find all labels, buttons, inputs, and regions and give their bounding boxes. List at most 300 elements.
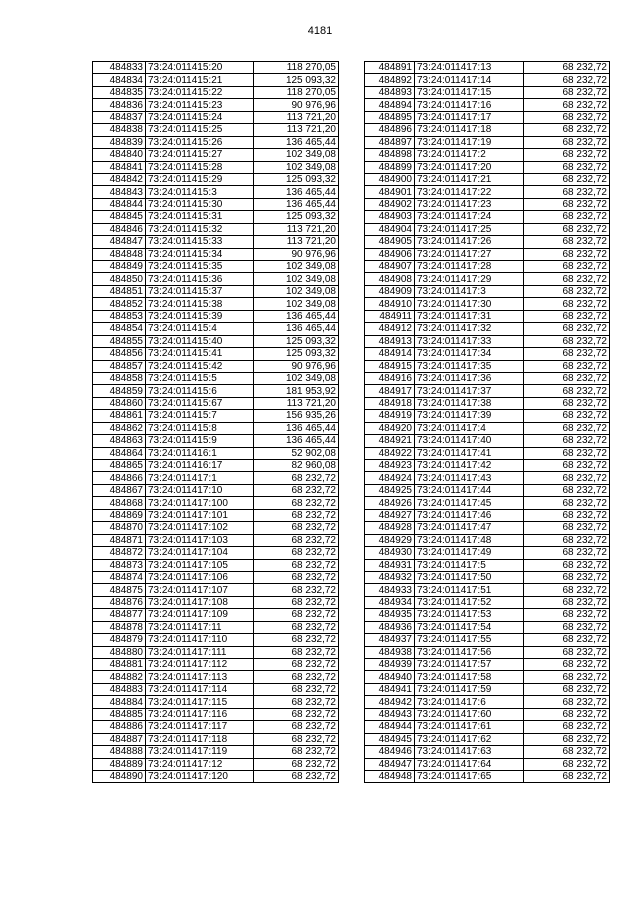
table-row: [93, 746, 339, 758]
record-number-cell: 484837: [93, 111, 146, 123]
record-number-cell: 484905: [365, 236, 415, 248]
cadastral-number-cell: 73:24:011417:56: [415, 646, 524, 658]
record-number-cell: 484878: [93, 621, 146, 633]
record-number-cell: 484921: [365, 435, 415, 447]
cadastral-number-cell: 73:24:011417:12: [146, 758, 254, 770]
cadastral-number-cell: 73:24:011417:23: [415, 198, 524, 210]
cadastral-value-cell: 102 349,08: [254, 273, 339, 285]
record-number-cell: 484857: [93, 360, 146, 372]
table-row: [93, 559, 339, 571]
cadastral-number-cell: 73:24:011415:29: [146, 173, 254, 185]
table-row: [365, 497, 610, 509]
record-number-cell: 484850: [93, 273, 146, 285]
cadastral-value-cell: 68 232,72: [524, 335, 610, 347]
cadastral-value-cell: 68 232,72: [524, 136, 610, 148]
table-row: [93, 236, 339, 248]
table-row: [93, 372, 339, 384]
cadastral-number-cell: 73:24:011415:36: [146, 273, 254, 285]
cadastral-value-cell: 68 232,72: [524, 62, 610, 74]
cadastral-value-cell: 125 093,32: [254, 335, 339, 347]
cadastral-value-cell: 68 232,72: [254, 696, 339, 708]
table-row: [365, 285, 610, 297]
record-number-cell: 484943: [365, 708, 415, 720]
cadastral-value-cell: 82 960,08: [254, 460, 339, 472]
cadastral-value-cell: 68 232,72: [254, 596, 339, 608]
table-row: [93, 435, 339, 447]
record-number-cell: 484914: [365, 348, 415, 360]
record-number-cell: 484859: [93, 385, 146, 397]
record-number-cell: 484893: [365, 86, 415, 98]
table-row: [365, 223, 610, 235]
table-row: [365, 609, 610, 621]
table-row: [365, 248, 610, 260]
record-number-cell: 484906: [365, 248, 415, 260]
cadastral-value-cell: 68 232,72: [524, 273, 610, 285]
cadastral-number-cell: 73:24:011417:62: [415, 733, 524, 745]
cadastral-value-cell: 136 465,44: [254, 186, 339, 198]
cadastral-number-cell: 73:24:011415:30: [146, 198, 254, 210]
cadastral-value-cell: 136 465,44: [254, 136, 339, 148]
record-number-cell: 484865: [93, 460, 146, 472]
cadastral-value-cell: 68 232,72: [524, 285, 610, 297]
table-row: [365, 671, 610, 683]
table-row: [93, 149, 339, 161]
table-row: [93, 733, 339, 745]
table-row: [365, 659, 610, 671]
record-number-cell: 484933: [365, 584, 415, 596]
cadastral-value-cell: 68 232,72: [254, 571, 339, 583]
cadastral-number-cell: 73:24:011415:3: [146, 186, 254, 198]
cadastral-number-cell: 73:24:011415:38: [146, 298, 254, 310]
table-row: [365, 397, 610, 409]
cadastral-value-cell: 68 232,72: [524, 696, 610, 708]
cadastral-number-cell: 73:24:011417:58: [415, 671, 524, 683]
cadastral-value-cell: 68 232,72: [524, 435, 610, 447]
cadastral-number-cell: 73:24:011417:42: [415, 460, 524, 472]
cadastral-value-cell: 136 465,44: [254, 198, 339, 210]
cadastral-value-cell: 68 232,72: [524, 646, 610, 658]
table-row: [365, 484, 610, 496]
cadastral-value-cell: 125 093,32: [254, 173, 339, 185]
cadastral-number-cell: 73:24:011415:28: [146, 161, 254, 173]
cadastral-value-cell: 68 232,72: [254, 559, 339, 571]
record-number-cell: 484920: [365, 422, 415, 434]
table-row: [365, 124, 610, 136]
cadastral-value-cell: 68 232,72: [524, 484, 610, 496]
table-row: [365, 86, 610, 98]
record-number-cell: 484884: [93, 696, 146, 708]
cadastral-value-cell: 68 232,72: [524, 99, 610, 111]
record-number-cell: 484874: [93, 571, 146, 583]
cadastral-value-cell: 113 721,20: [254, 236, 339, 248]
cadastral-number-cell: 73:24:011417:112: [146, 659, 254, 671]
record-number-cell: 484941: [365, 683, 415, 695]
cadastral-number-cell: 73:24:011417:30: [415, 298, 524, 310]
cadastral-value-cell: 68 232,72: [524, 372, 610, 384]
record-number-cell: 484899: [365, 161, 415, 173]
cadastral-number-cell: 73:24:011417:10: [146, 484, 254, 496]
record-number-cell: 484842: [93, 173, 146, 185]
cadastral-number-cell: 73:24:011415:23: [146, 99, 254, 111]
cadastral-number-cell: 73:24:011417:2: [415, 149, 524, 161]
cadastral-number-cell: 73:24:011417:15: [415, 86, 524, 98]
table-row: [365, 547, 610, 559]
cadastral-value-cell: 68 232,72: [254, 472, 339, 484]
cadastral-value-cell: 68 232,72: [524, 173, 610, 185]
cadastral-number-cell: 73:24:011415:27: [146, 149, 254, 161]
cadastral-value-cell: 68 232,72: [524, 746, 610, 758]
cadastral-value-cell: 68 232,72: [524, 248, 610, 260]
record-number-cell: 484858: [93, 372, 146, 384]
table-row: [93, 696, 339, 708]
table-row: [93, 198, 339, 210]
cadastral-number-cell: 73:24:011417:64: [415, 758, 524, 770]
cadastral-number-cell: 73:24:011415:35: [146, 261, 254, 273]
record-number-cell: 484919: [365, 410, 415, 422]
record-number-cell: 484841: [93, 161, 146, 173]
record-number-cell: 484900: [365, 173, 415, 185]
record-number-cell: 484881: [93, 659, 146, 671]
cadastral-value-cell: 68 232,72: [254, 534, 339, 546]
cadastral-number-cell: 73:24:011417:27: [415, 248, 524, 260]
cadastral-value-cell: 68 232,72: [524, 522, 610, 534]
table-row: [93, 248, 339, 260]
record-number-cell: 484890: [93, 770, 146, 782]
table-row: [93, 161, 339, 173]
table-row: [365, 584, 610, 596]
cadastral-value-cell: 68 232,72: [254, 708, 339, 720]
table-row: [365, 348, 610, 360]
table-row: [365, 385, 610, 397]
record-number-cell: 484846: [93, 223, 146, 235]
table-row: [365, 149, 610, 161]
cadastral-number-cell: 73:24:011417:14: [415, 74, 524, 86]
cadastral-value-cell: 102 349,08: [254, 161, 339, 173]
cadastral-value-cell: 68 232,72: [524, 74, 610, 86]
cadastral-value-cell: 52 902,08: [254, 447, 339, 459]
record-number-cell: 484863: [93, 435, 146, 447]
cadastral-value-cell: 125 093,32: [254, 348, 339, 360]
record-number-cell: 484939: [365, 659, 415, 671]
cadastral-number-cell: 73:24:011417:117: [146, 721, 254, 733]
table-row: [365, 410, 610, 422]
cadastral-value-cell: 68 232,72: [254, 509, 339, 521]
register-table-left: [92, 61, 339, 783]
table-row: [93, 273, 339, 285]
cadastral-value-cell: 68 232,72: [254, 659, 339, 671]
cadastral-number-cell: 73:24:011417:3: [415, 285, 524, 297]
record-number-cell: 484833: [93, 62, 146, 74]
record-number-cell: 484938: [365, 646, 415, 658]
record-number-cell: 484944: [365, 721, 415, 733]
table-row: [365, 770, 610, 782]
cadastral-value-cell: 68 232,72: [254, 609, 339, 621]
table-row: [365, 746, 610, 758]
record-number-cell: 484873: [93, 559, 146, 571]
cadastral-number-cell: 73:24:011417:118: [146, 733, 254, 745]
record-number-cell: 484868: [93, 497, 146, 509]
cadastral-number-cell: 73:24:011417:61: [415, 721, 524, 733]
cadastral-value-cell: 68 232,72: [524, 447, 610, 459]
record-number-cell: 484895: [365, 111, 415, 123]
cadastral-value-cell: 68 232,72: [524, 86, 610, 98]
table-row: [93, 310, 339, 322]
cadastral-value-cell: 68 232,72: [524, 385, 610, 397]
table-row: [365, 733, 610, 745]
cadastral-number-cell: 73:24:011417:109: [146, 609, 254, 621]
cadastral-number-cell: 73:24:011417:103: [146, 534, 254, 546]
cadastral-number-cell: 73:24:011415:7: [146, 410, 254, 422]
table-row: [93, 447, 339, 459]
cadastral-value-cell: 68 232,72: [254, 646, 339, 658]
record-number-cell: 484851: [93, 285, 146, 297]
record-number-cell: 484834: [93, 74, 146, 86]
cadastral-value-cell: 102 349,08: [254, 261, 339, 273]
table-row: [365, 261, 610, 273]
table-row: [365, 273, 610, 285]
cadastral-number-cell: 73:24:011417:111: [146, 646, 254, 658]
cadastral-value-cell: 156 935,26: [254, 410, 339, 422]
record-number-cell: 484871: [93, 534, 146, 546]
cadastral-number-cell: 73:24:011416:17: [146, 460, 254, 472]
table-row: [93, 285, 339, 297]
cadastral-number-cell: 73:24:011417:19: [415, 136, 524, 148]
cadastral-value-cell: 68 232,72: [524, 348, 610, 360]
table-row: [93, 397, 339, 409]
cadastral-value-cell: 68 232,72: [524, 683, 610, 695]
table-row: [93, 522, 339, 534]
table-row: [93, 323, 339, 335]
table-row: [365, 186, 610, 198]
cadastral-value-cell: 68 232,72: [254, 584, 339, 596]
table-row: [365, 571, 610, 583]
page-number: 4181: [307, 25, 333, 37]
cadastral-number-cell: 73:24:011417:60: [415, 708, 524, 720]
cadastral-value-cell: 68 232,72: [524, 547, 610, 559]
record-number-cell: 484886: [93, 721, 146, 733]
cadastral-value-cell: 68 232,72: [524, 124, 610, 136]
record-number-cell: 484931: [365, 559, 415, 571]
cadastral-value-cell: 136 465,44: [254, 435, 339, 447]
table-row: [93, 211, 339, 223]
record-number-cell: 484904: [365, 223, 415, 235]
cadastral-value-cell: 68 232,72: [524, 397, 610, 409]
cadastral-value-cell: 68 232,72: [524, 571, 610, 583]
cadastral-number-cell: 73:24:011417:54: [415, 621, 524, 633]
register-table-right: [364, 61, 610, 783]
record-number-cell: 484927: [365, 509, 415, 521]
cadastral-value-cell: 68 232,72: [254, 484, 339, 496]
cadastral-number-cell: 73:24:011417:52: [415, 596, 524, 608]
record-number-cell: 484898: [365, 149, 415, 161]
record-number-cell: 484918: [365, 397, 415, 409]
cadastral-value-cell: 68 232,72: [524, 708, 610, 720]
record-number-cell: 484839: [93, 136, 146, 148]
register-table-left-body: [93, 62, 339, 783]
cadastral-value-cell: 68 232,72: [524, 497, 610, 509]
cadastral-value-cell: 125 093,32: [254, 211, 339, 223]
cadastral-number-cell: 73:24:011417:115: [146, 696, 254, 708]
table-row: [93, 136, 339, 148]
cadastral-value-cell: 68 232,72: [524, 211, 610, 223]
table-row: [93, 634, 339, 646]
cadastral-number-cell: 73:24:011417:33: [415, 335, 524, 347]
record-number-cell: 484860: [93, 397, 146, 409]
table-row: [365, 335, 610, 347]
record-number-cell: 484843: [93, 186, 146, 198]
cadastral-value-cell: 68 232,72: [524, 310, 610, 322]
cadastral-value-cell: 68 232,72: [524, 758, 610, 770]
cadastral-value-cell: 68 232,72: [524, 298, 610, 310]
cadastral-value-cell: 68 232,72: [524, 609, 610, 621]
record-number-cell: 484892: [365, 74, 415, 86]
cadastral-value-cell: 68 232,72: [254, 746, 339, 758]
register-table-right-body: [365, 62, 610, 783]
table-row: [93, 584, 339, 596]
table-row: [93, 547, 339, 559]
table-row: [365, 435, 610, 447]
table-row: [365, 323, 610, 335]
record-number-cell: 484864: [93, 447, 146, 459]
record-number-cell: 484912: [365, 323, 415, 335]
table-row: [93, 460, 339, 472]
record-number-cell: 484930: [365, 547, 415, 559]
record-number-cell: 484848: [93, 248, 146, 260]
record-number-cell: 484883: [93, 683, 146, 695]
record-number-cell: 484866: [93, 472, 146, 484]
record-number-cell: 484887: [93, 733, 146, 745]
table-row: [93, 298, 339, 310]
cadastral-value-cell: 68 232,72: [254, 634, 339, 646]
record-number-cell: 484856: [93, 348, 146, 360]
record-number-cell: 484888: [93, 746, 146, 758]
table-row: [93, 534, 339, 546]
cadastral-number-cell: 73:24:011415:6: [146, 385, 254, 397]
record-number-cell: 484880: [93, 646, 146, 658]
cadastral-value-cell: 118 270,05: [254, 62, 339, 74]
record-number-cell: 484917: [365, 385, 415, 397]
cadastral-value-cell: 68 232,72: [524, 509, 610, 521]
record-number-cell: 484922: [365, 447, 415, 459]
cadastral-number-cell: 73:24:011415:5: [146, 372, 254, 384]
cadastral-number-cell: 73:24:011417:22: [415, 186, 524, 198]
table-row: [365, 721, 610, 733]
cadastral-number-cell: 73:24:011417:49: [415, 547, 524, 559]
cadastral-value-cell: 102 349,08: [254, 298, 339, 310]
cadastral-number-cell: 73:24:011415:67: [146, 397, 254, 409]
cadastral-value-cell: 68 232,72: [524, 472, 610, 484]
table-row: [365, 136, 610, 148]
cadastral-number-cell: 73:24:011417:47: [415, 522, 524, 534]
table-row: [93, 646, 339, 658]
table-row: [93, 422, 339, 434]
cadastral-number-cell: 73:24:011417:38: [415, 397, 524, 409]
cadastral-number-cell: 73:24:011417:36: [415, 372, 524, 384]
table-row: [365, 198, 610, 210]
cadastral-number-cell: 73:24:011415:8: [146, 422, 254, 434]
record-number-cell: 484896: [365, 124, 415, 136]
table-row: [93, 360, 339, 372]
cadastral-value-cell: 68 232,72: [524, 360, 610, 372]
cadastral-value-cell: 102 349,08: [254, 285, 339, 297]
cadastral-number-cell: 73:24:011417:16: [415, 99, 524, 111]
table-row: [365, 708, 610, 720]
cadastral-value-cell: 68 232,72: [254, 497, 339, 509]
cadastral-number-cell: 73:24:011417:20: [415, 161, 524, 173]
record-number-cell: 484928: [365, 522, 415, 534]
cadastral-number-cell: 73:24:011417:43: [415, 472, 524, 484]
cadastral-number-cell: 73:24:011415:37: [146, 285, 254, 297]
table-row: [93, 596, 339, 608]
table-row: [93, 186, 339, 198]
cadastral-number-cell: 73:24:011416:1: [146, 447, 254, 459]
table-row: [365, 310, 610, 322]
cadastral-value-cell: 68 232,72: [524, 223, 610, 235]
record-number-cell: 484923: [365, 460, 415, 472]
record-number-cell: 484891: [365, 62, 415, 74]
cadastral-number-cell: 73:24:011417:108: [146, 596, 254, 608]
table-row: [93, 99, 339, 111]
cadastral-value-cell: 68 232,72: [524, 534, 610, 546]
cadastral-value-cell: 68 232,72: [254, 671, 339, 683]
table-row: [365, 422, 610, 434]
cadastral-value-cell: 113 721,20: [254, 111, 339, 123]
cadastral-number-cell: 73:24:011417:113: [146, 671, 254, 683]
cadastral-value-cell: 136 465,44: [254, 310, 339, 322]
table-row: [365, 161, 610, 173]
table-row: [93, 621, 339, 633]
record-number-cell: 484911: [365, 310, 415, 322]
record-number-cell: 484924: [365, 472, 415, 484]
cadastral-value-cell: 68 232,72: [524, 659, 610, 671]
cadastral-number-cell: 73:24:011417:28: [415, 261, 524, 273]
cadastral-number-cell: 73:24:011417:110: [146, 634, 254, 646]
cadastral-number-cell: 73:24:011417:55: [415, 634, 524, 646]
cadastral-number-cell: 73:24:011417:25: [415, 223, 524, 235]
table-row: [93, 770, 339, 782]
table-row: [365, 522, 610, 534]
cadastral-number-cell: 73:24:011417:44: [415, 484, 524, 496]
cadastral-number-cell: 73:24:011417:107: [146, 584, 254, 596]
cadastral-number-cell: 73:24:011417:100: [146, 497, 254, 509]
table-row: [365, 634, 610, 646]
cadastral-value-cell: 90 976,96: [254, 248, 339, 260]
cadastral-value-cell: 68 232,72: [254, 733, 339, 745]
cadastral-number-cell: 73:24:011415:39: [146, 310, 254, 322]
cadastral-number-cell: 73:24:011415:24: [146, 111, 254, 123]
table-row: [93, 385, 339, 397]
cadastral-value-cell: 68 232,72: [524, 460, 610, 472]
cadastral-number-cell: 73:24:011417:63: [415, 746, 524, 758]
cadastral-number-cell: 73:24:011417:37: [415, 385, 524, 397]
cadastral-value-cell: 181 953,92: [254, 385, 339, 397]
record-number-cell: 484935: [365, 609, 415, 621]
cadastral-value-cell: 68 232,72: [524, 584, 610, 596]
cadastral-value-cell: 68 232,72: [524, 236, 610, 248]
record-number-cell: 484870: [93, 522, 146, 534]
record-number-cell: 484946: [365, 746, 415, 758]
cadastral-value-cell: 68 232,72: [524, 149, 610, 161]
table-row: [93, 571, 339, 583]
record-number-cell: 484877: [93, 609, 146, 621]
cadastral-value-cell: 68 232,72: [524, 261, 610, 273]
table-row: [365, 173, 610, 185]
cadastral-value-cell: 136 465,44: [254, 422, 339, 434]
table-row: [365, 372, 610, 384]
record-number-cell: 484909: [365, 285, 415, 297]
table-row: [93, 124, 339, 136]
cadastral-number-cell: 73:24:011417:5: [415, 559, 524, 571]
